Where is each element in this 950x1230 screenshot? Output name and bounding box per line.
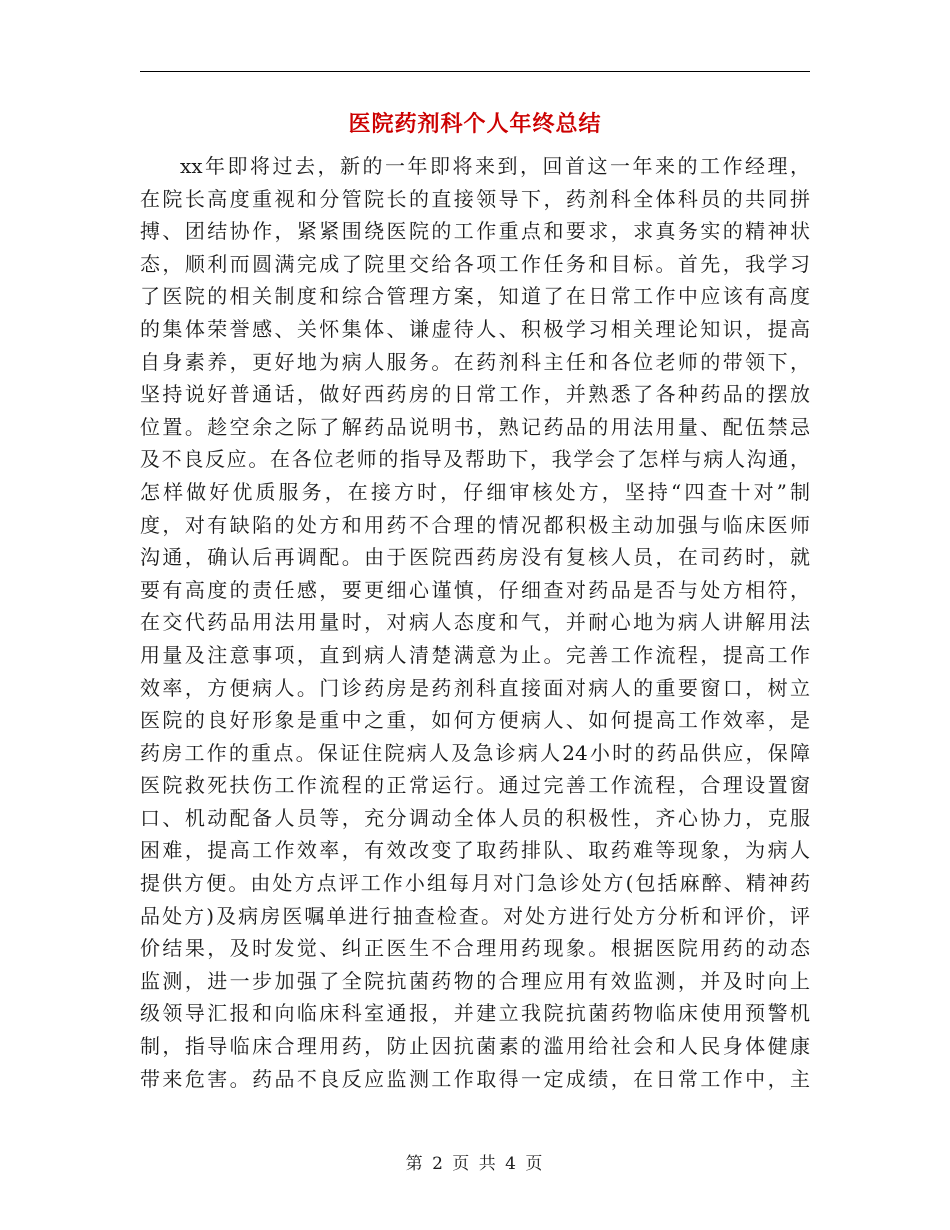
- paragraph-line: 药房工作的重点。保证住院病人及急诊病人24小时的药品供应，保障: [140, 740, 810, 765]
- paragraph-line: 级领导汇报和向临床科室通报，并建立我院抗菌药物临床使用预警机: [140, 1001, 810, 1026]
- paragraph-line: 了医院的相关制度和综合管理方案，知道了在日常工作中应该有高度: [140, 284, 810, 309]
- paragraph-line: 沟通，确认后再调配。由于医院西药房没有复核人员，在司药时，就: [140, 545, 810, 570]
- paragraph-line: 带来危害。药品不良反应监测工作取得一定成绩，在日常工作中，主: [140, 1066, 810, 1091]
- page-number: 第 2 页 共 4 页: [405, 1154, 545, 1174]
- paragraph-line: 提供方便。由处方点评工作小组每月对门急诊处方(包括麻醉、精神药: [140, 871, 810, 896]
- paragraph-line: xx年即将过去，新的一年即将来到，回首这一年来的工作经理，: [180, 154, 810, 178]
- paragraph-line: 医院的良好形象是重中之重，如何方便病人、如何提高工作效率，是: [140, 708, 810, 733]
- document-title: 医院药剂科个人年终总结: [348, 112, 602, 137]
- paragraph-line: 价结果，及时发觉、纠正医生不合理用药现象。根据医院用药的动态: [140, 936, 810, 961]
- paragraph-line: 效率，方便病人。门诊药房是药剂科直接面对病人的重要窗口，树立: [140, 675, 810, 700]
- paragraph-line: 搏、团结协作，紧紧围绕医院的工作重点和要求，求真务实的精神状: [140, 219, 810, 244]
- paragraph-line: 要有高度的责任感，要更细心谨慎，仔细查对药品是否与处方相符，: [140, 577, 810, 602]
- paragraph-line: 度，对有缺陷的处方和用药不合理的情况都积极主动加强与临床医师: [140, 512, 810, 537]
- body-paragraph: [140, 150, 810, 1095]
- paragraph-line: 用量及注意事项，直到病人清楚满意为止。完善工作流程，提高工作: [140, 642, 810, 667]
- header-rule: [140, 71, 810, 72]
- paragraph-line: 口、机动配备人员等，充分调动全体人员的积极性，齐心协力，克服: [140, 805, 810, 830]
- paragraph-line: 医院救死扶伤工作流程的正常运行。通过完善工作流程，合理设置窗: [140, 773, 810, 798]
- paragraph-line: 品处方)及病房医嘱单进行抽查检查。对处方进行处方分析和评价，评: [140, 903, 810, 928]
- paragraph-line: 困难，提高工作效率，有效改变了取药排队、取药难等现象，为病人: [140, 838, 810, 863]
- paragraph-line: 态，顺利而圆满完成了院里交给各项工作任务和目标。首先，我学习: [140, 251, 810, 276]
- paragraph-line: 位置。趁空余之际了解药品说明书，熟记药品的用法用量、配伍禁忌: [140, 414, 810, 439]
- paragraph-line: 监测，进一步加强了全院抗菌药物的合理应用有效监测，并及时向上: [140, 968, 810, 993]
- paragraph-line: 在交代药品用法用量时，对病人态度和气，并耐心地为病人讲解用法: [140, 610, 810, 635]
- paragraph-line: 及不良反应。在各位老师的指导及帮助下，我学会了怎样与病人沟通，: [140, 447, 810, 472]
- paragraph-line: 在院长高度重视和分管院长的直接领导下，药剂科全体科员的共同拼: [140, 186, 810, 211]
- paragraph-line: 的集体荣誉感、关怀集体、谦虚待人、积极学习相关理论知识，提高: [140, 316, 810, 341]
- paragraph-line: 怎样做好优质服务，在接方时，仔细审核处方，坚持“四查十对”制: [140, 479, 810, 504]
- paragraph-line: 坚持说好普通话，做好西药房的日常工作，并熟悉了各种药品的摆放: [140, 382, 810, 407]
- paragraph-line: 制，指导临床合理用药，防止因抗菌素的滥用给社会和人民身体健康: [140, 1034, 810, 1059]
- paragraph-line: 自身素养，更好地为病人服务。在药剂科主任和各位老师的带领下，: [140, 349, 810, 374]
